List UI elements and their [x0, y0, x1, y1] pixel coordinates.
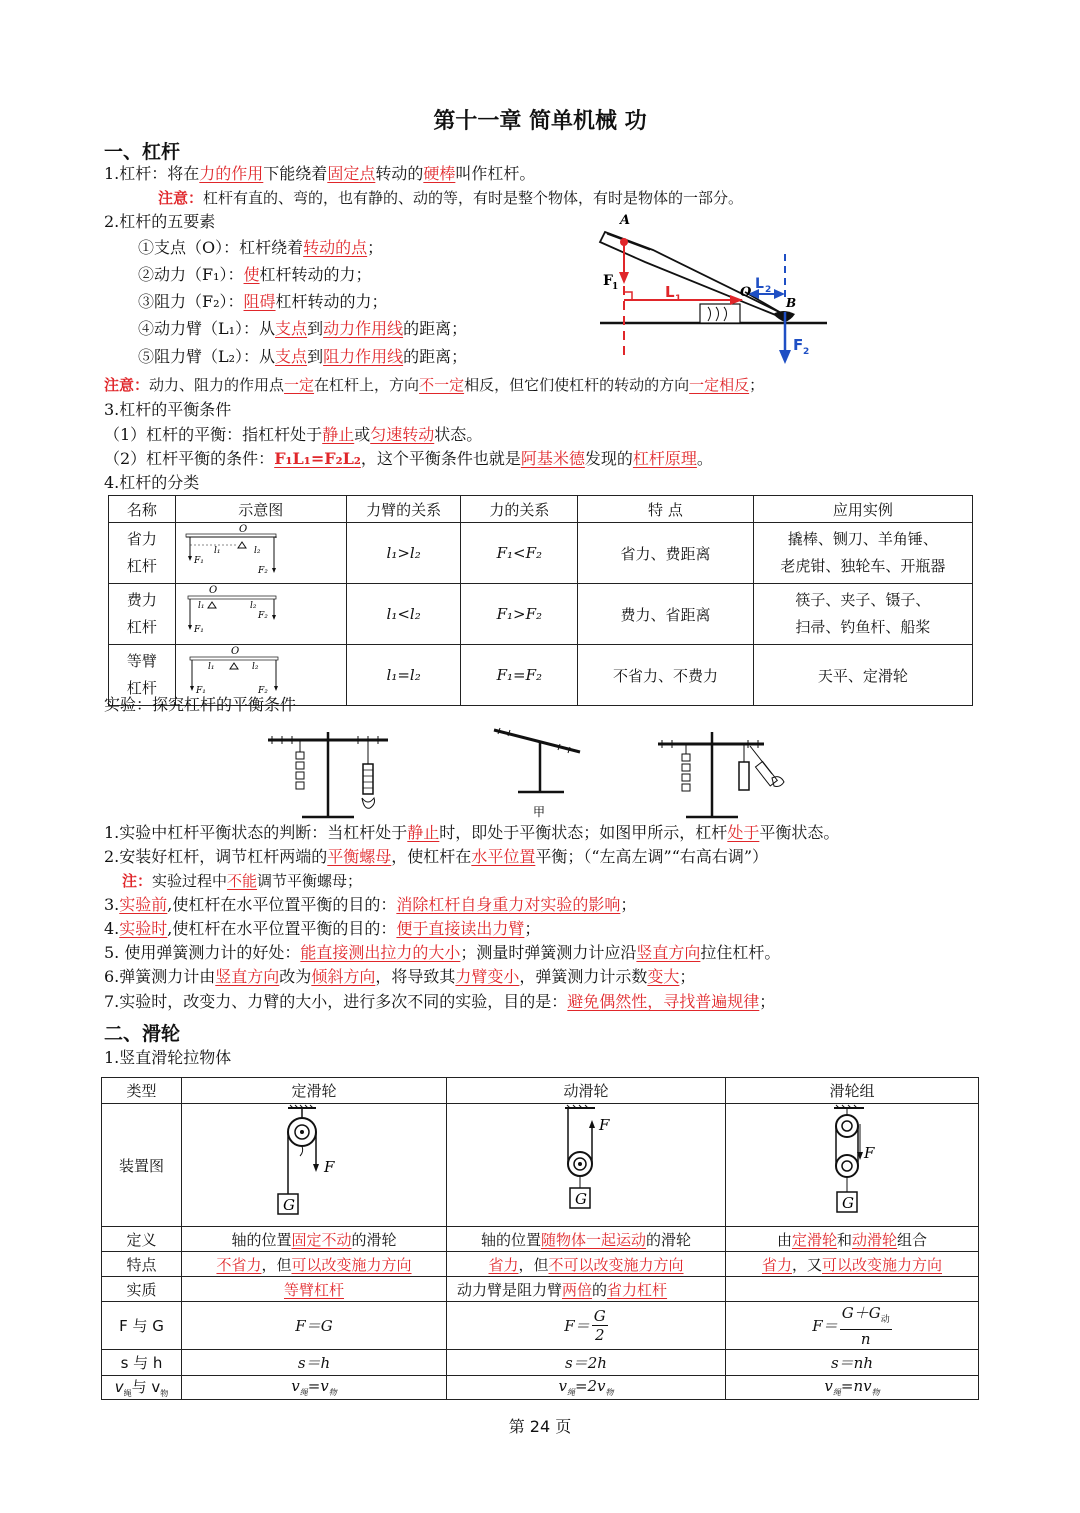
svg-text:F₁: F₁	[193, 625, 204, 635]
table-row: 装置图 G F G F G F	[102, 1104, 979, 1227]
label-F1: F	[603, 273, 613, 289]
experiment-figure-1	[262, 722, 392, 827]
svg-text:O: O	[238, 524, 247, 535]
exp-step-7: 7.实验时，改变力、力臂的大小，进行多次不同的实验，目的是：避免偶然性，寻找普遍规律；	[104, 992, 776, 1011]
svg-text:l₁: l₁	[213, 546, 221, 556]
table-row-distance: s 与 h s＝h s＝2h s＝nh	[102, 1350, 979, 1376]
table-row-definition: 定义 轴的位置固定不动的滑轮 轴的位置随物体一起运动的滑轮 由定滑轮和动滑轮组合	[102, 1227, 979, 1252]
fixed-pulley-figure	[182, 1104, 446, 1222]
page-title: 第十一章 简单机械 功	[433, 109, 647, 134]
caption-jia: 甲	[533, 805, 546, 819]
five-elements-title: 2.杠杆的五要素	[104, 212, 216, 231]
svg-text:l₂: l₂	[253, 546, 261, 556]
svg-text:O: O	[208, 585, 217, 596]
col-diagram: 示意图	[175, 496, 346, 523]
exp-step-5: 5. 使用弹簧测力计的好处：能直接测出拉力的大小；测量时弹簧测力计应沿竖直方向拉住杠杆。	[104, 943, 781, 962]
svg-text:l₂: l₂	[249, 601, 257, 611]
table-header-row	[109, 496, 973, 523]
svg-text:l₂: l₂	[251, 662, 259, 672]
balance-state: （1）杠杆的平衡：指杠杆处于静止或匀速转动状态。	[104, 425, 483, 444]
svg-text:F₂: F₂	[257, 566, 268, 576]
svg-text:F₂: F₂	[257, 686, 268, 696]
table-row-velocity: $v_绳$与 $v_物$ $v_绳=v_物$ $v_绳=2v_物$ $v_绳=nv_物$	[102, 1376, 979, 1400]
lever-definition: 1.杠杆：将在力的作用下能绕着固定点转动的硬棒叫作杠杆。	[104, 164, 536, 183]
table-row: 费力 杠杆 O l₁ l₂ F₁ F₂ l₁<l₂ F₁>F₂ 费力、省距离 筷子、夹子、镊子、 扫帚、钓鱼杆、船桨	[109, 584, 973, 645]
element-resistance-arm: ⑤阻力臂（L₂）：从支点到阻力作用线的距离；	[138, 347, 468, 366]
mini-lever-force-costing	[176, 584, 346, 640]
experiment-figure-jia	[488, 722, 598, 827]
col-type: 类型	[102, 1078, 182, 1104]
element-effort-arm: ④动力臂（L₁）：从支点到动力作用线的距离；	[138, 319, 468, 338]
col-pulley-block: 滑轮组	[726, 1078, 979, 1104]
label-A: A	[620, 213, 631, 228]
page-number: 第 24 页	[508, 1417, 572, 1436]
table-row: 等臂 杠杆 O l₁ l₂ F₁ F₂ l₁=l₂ F₁=F₂ 不省力、不费力 天平、定滑轮	[109, 645, 973, 706]
pulley-table	[101, 1077, 979, 1400]
element-effort: ②动力（F₁）：使杠杆转动的力；	[138, 265, 372, 284]
col-arm-relation: 力臂的关系	[346, 496, 461, 523]
mini-lever-equal-arm	[176, 645, 346, 701]
note-force-direction: 注意：动力、阻力的作用点一定在杠杆上，方向不一定相反，但它们使杠杆的转动的方向一定相反；	[104, 376, 765, 394]
svg-text:G: G	[575, 1190, 587, 1208]
experiment-title: 实验：探究杠杆的平衡条件	[104, 695, 297, 714]
exp-step-6: 6.弹簧测力计由竖直方向改为倾斜方向，将导致其力臂变小，弹簧测力计示数变大；	[104, 967, 696, 986]
label-F2: F	[793, 336, 804, 354]
table-row-essence: 实质 等臂杠杆 动力臂是阻力臂两倍的省力杠杆	[102, 1277, 979, 1302]
label-L1-sub: 1	[675, 294, 682, 304]
movable-pulley-figure	[447, 1104, 725, 1222]
experiment-figure-3	[652, 722, 792, 827]
label-L2: L	[755, 276, 764, 292]
mini-lever-force-saving	[176, 523, 346, 579]
table-header-row	[102, 1078, 979, 1104]
exp-step-1: 1.实验中杠杆平衡状态的判断：当杠杆处于静止时，即处于平衡状态；如图甲所示，杠杆处于平衡状态。	[104, 823, 840, 842]
section-heading-pulley: 二、滑轮	[104, 1023, 181, 1045]
lever-diagram	[595, 212, 835, 372]
pulley-block-figure	[726, 1104, 978, 1222]
col-example: 应用实例	[753, 496, 972, 523]
svg-text:l₁: l₁	[197, 601, 205, 611]
col-name: 名称	[109, 496, 176, 523]
balance-condition: （2）杠杆平衡的条件：F₁L₁=F₂L₂，这个平衡条件也就是阿基米德发现的杠杆原理。	[104, 449, 713, 468]
svg-text:F₂: F₂	[257, 611, 268, 621]
element-resistance: ③阻力（F₂）：阻碍杠杆转动的力；	[138, 292, 388, 311]
svg-text:F₁: F₁	[193, 556, 204, 566]
exp-step-4: 4.实验时,使杠杆在水平位置平衡的目的：便于直接读出力臂；	[104, 919, 541, 938]
note-lever-shape: 注意：杠杆有直的、弯的，也有静的、动的等，有时是整个物体，有时是物体的一部分。	[158, 189, 744, 207]
svg-text:F: F	[599, 1116, 610, 1134]
col-fixed-pulley: 定滑轮	[182, 1078, 447, 1104]
section-heading-lever: 一、杠杆	[104, 141, 181, 163]
label-L2-sub: 2	[765, 285, 772, 295]
table-row-force: F 与 G F＝G F＝ G 2 F＝ $G+G_动$ n	[102, 1302, 979, 1350]
lever-classification-table	[108, 495, 973, 706]
exp-step-3: 3.实验前,使杠杆在水平位置平衡的目的：消除杠杆自身重力对实验的影响；	[104, 895, 637, 914]
svg-text:G: G	[283, 1196, 295, 1214]
svg-text:l₁: l₁	[207, 662, 215, 672]
exp-note: 注：实验过程中不能调节平衡螺母；	[122, 872, 363, 890]
classification-title: 4.杠杆的分类	[104, 473, 200, 492]
balance-title: 3.杠杆的平衡条件	[104, 400, 232, 419]
svg-text:O: O	[230, 646, 239, 657]
col-movable-pulley: 动滑轮	[447, 1078, 726, 1104]
table-row: 省力 杠杆 O l₁ l₂ F₁ F₂ l₁>l₂ F₁<F₂ 省力、费距离 撬棒、铡刀、羊角锤、 老虎钳、独轮车、开瓶器	[109, 523, 973, 584]
svg-text:F: F	[324, 1158, 335, 1176]
label-L1: L	[665, 283, 675, 301]
svg-text:F₁: F₁	[195, 686, 206, 696]
pulley-subtitle: 1.竖直滑轮拉物体	[104, 1048, 232, 1067]
svg-text:G: G	[842, 1194, 854, 1212]
col-force-relation: 力的关系	[461, 496, 578, 523]
label-F1-sub: 1	[612, 282, 619, 292]
label-O: O	[740, 285, 752, 300]
table-row-feature: 特点 不省力，但可以改变施力方向 省力，但不可以改变施力方向 省力，又可以改变施力方向	[102, 1252, 979, 1277]
col-feature: 特 点	[578, 496, 753, 523]
exp-step-2: 2.安装好杠杆，调节杠杆两端的平衡螺母，使杠杆在水平位置平衡；（“左高左调”“右高右调”）	[104, 847, 769, 866]
label-F2-sub: 2	[803, 347, 810, 357]
svg-text:F: F	[864, 1144, 875, 1162]
label-B: B	[786, 296, 797, 310]
element-fulcrum: ①支点（O）：杠杆绕着转动的点；	[138, 238, 384, 257]
